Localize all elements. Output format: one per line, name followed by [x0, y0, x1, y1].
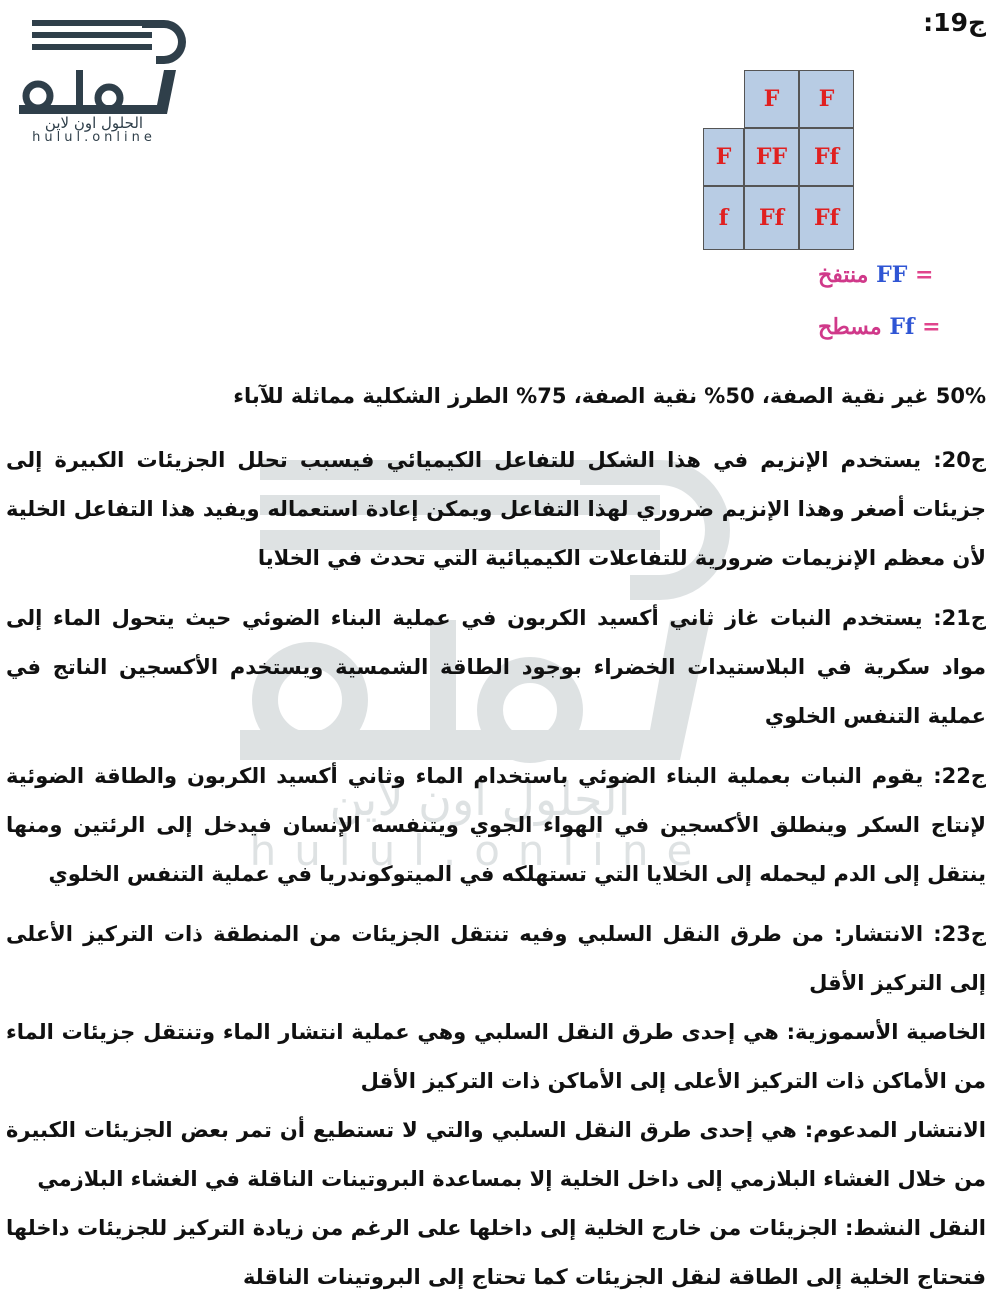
- question-number: ج19:: [923, 8, 986, 37]
- answer-21: ج21: يستخدم النبات غاز ثاني أكسيد الكربون في عملية البناء الضوئي حيث يتحول الماء إلى مواد سكرية في البلاستيدات الخضراء بوجود الطاقة الشمسية ويستخدم الأكسجين الناتج في عملية التنفس الخلوي: [6, 606, 986, 728]
- punnett-side-allele-2: f: [703, 186, 744, 250]
- punnett-cell: FF: [744, 128, 799, 186]
- legend-phenotype: مسطح: [818, 314, 882, 340]
- legend-item: [818, 314, 941, 340]
- legend-genotype: FF: [876, 262, 908, 288]
- punnett-side-allele-1: F: [703, 128, 744, 186]
- logo-latin: hulul.online: [32, 130, 156, 143]
- answer-19-result: 50% غير نقية الصفة، 50% نقية الصفة، 75% الطرز الشكلية مماثلة للآباء: [233, 384, 986, 408]
- legend-phenotype: منتفخ: [818, 262, 869, 288]
- active-transport-definition: النقل النشط: الجزيئات من خارج الخلية إلى داخلها على الرغم من زيادة التركيز للجزيئات داخلها فتحتاج الخلية إلى الطاقة لنقل الجزيئات كما تحتاج إلى البروتينات الناقلة: [6, 1216, 986, 1289]
- legend-item: [818, 262, 933, 288]
- answer-20: ج20: يستخدم الإنزيم في هذا الشكل للتفاعل الكيميائي فيسبب تحلل الجزيئات الكبيرة إلى جزيئات أصغر وهذا الإنزيم ضروري لهذا التفاعل ويمكن إعادة استعماله ويفيد هذا التفاعل الخلية لأن معظم الإنزيمات ضرورية للتفاعلات الكيميائية التي تحدث في الخلايا: [6, 448, 986, 570]
- punnett-top-allele-2: F: [799, 70, 854, 128]
- punnett-cell: Ff: [799, 186, 854, 250]
- legend-equals: =: [922, 314, 941, 340]
- punnett-top-allele-1: F: [744, 70, 799, 128]
- punnett-cell: Ff: [799, 128, 854, 186]
- watermark-latin: hulul.online: [249, 826, 711, 875]
- osmosis-definition: الخاصية الأسموزية: هي إحدى طرق النقل السلبي وهي عملية انتشار الماء وتنتقل جزيئات الماء من الأماكن ذات التركيز الأعلى إلى الأماكن ذات التركيز الأقل: [6, 1020, 986, 1093]
- watermark-arabic: الحلول اون لاين: [329, 772, 631, 826]
- facilitated-diffusion-definition: الانتشار المدعوم: هي إحدى طرق النقل السلبي والتي لا تستطيع أن تمر بعض الجزيئات الكبيرة من خلال الغشاء البلازمي إلى داخل الخلية إلا بمساعدة البروتينات الناقلة في الغشاء البلازمي: [6, 1118, 986, 1191]
- legend-equals: =: [915, 262, 934, 288]
- punnett-cell: Ff: [744, 186, 799, 250]
- hulul-logo: [14, 8, 194, 143]
- logo-arabic: الحلول اون لاين: [44, 114, 144, 132]
- answer-22: ج22: يقوم النبات بعملية البناء الضوئي باستخدام الماء وثاني أكسيد الكربون والطاقة الضوئية لإنتاج السكر وينطلق الأكسجين في الهواء الجوي ويتنفسه الإنسان فيدخل إلى الرئتين ومنها ينتقل إلى الدم ليحمله إلى الخلايا التي تستهلكه في الميتوكوندريا في عملية التنفس الخلوي: [6, 764, 986, 886]
- answer-23-diffusion: ج23: الانتشار: من طرق النقل السلبي وفيه تنتقل الجزيئات من المنطقة ذات التركيز الأعلى إلى التركيز الأقل: [6, 922, 986, 995]
- legend-genotype: Ff: [889, 314, 915, 340]
